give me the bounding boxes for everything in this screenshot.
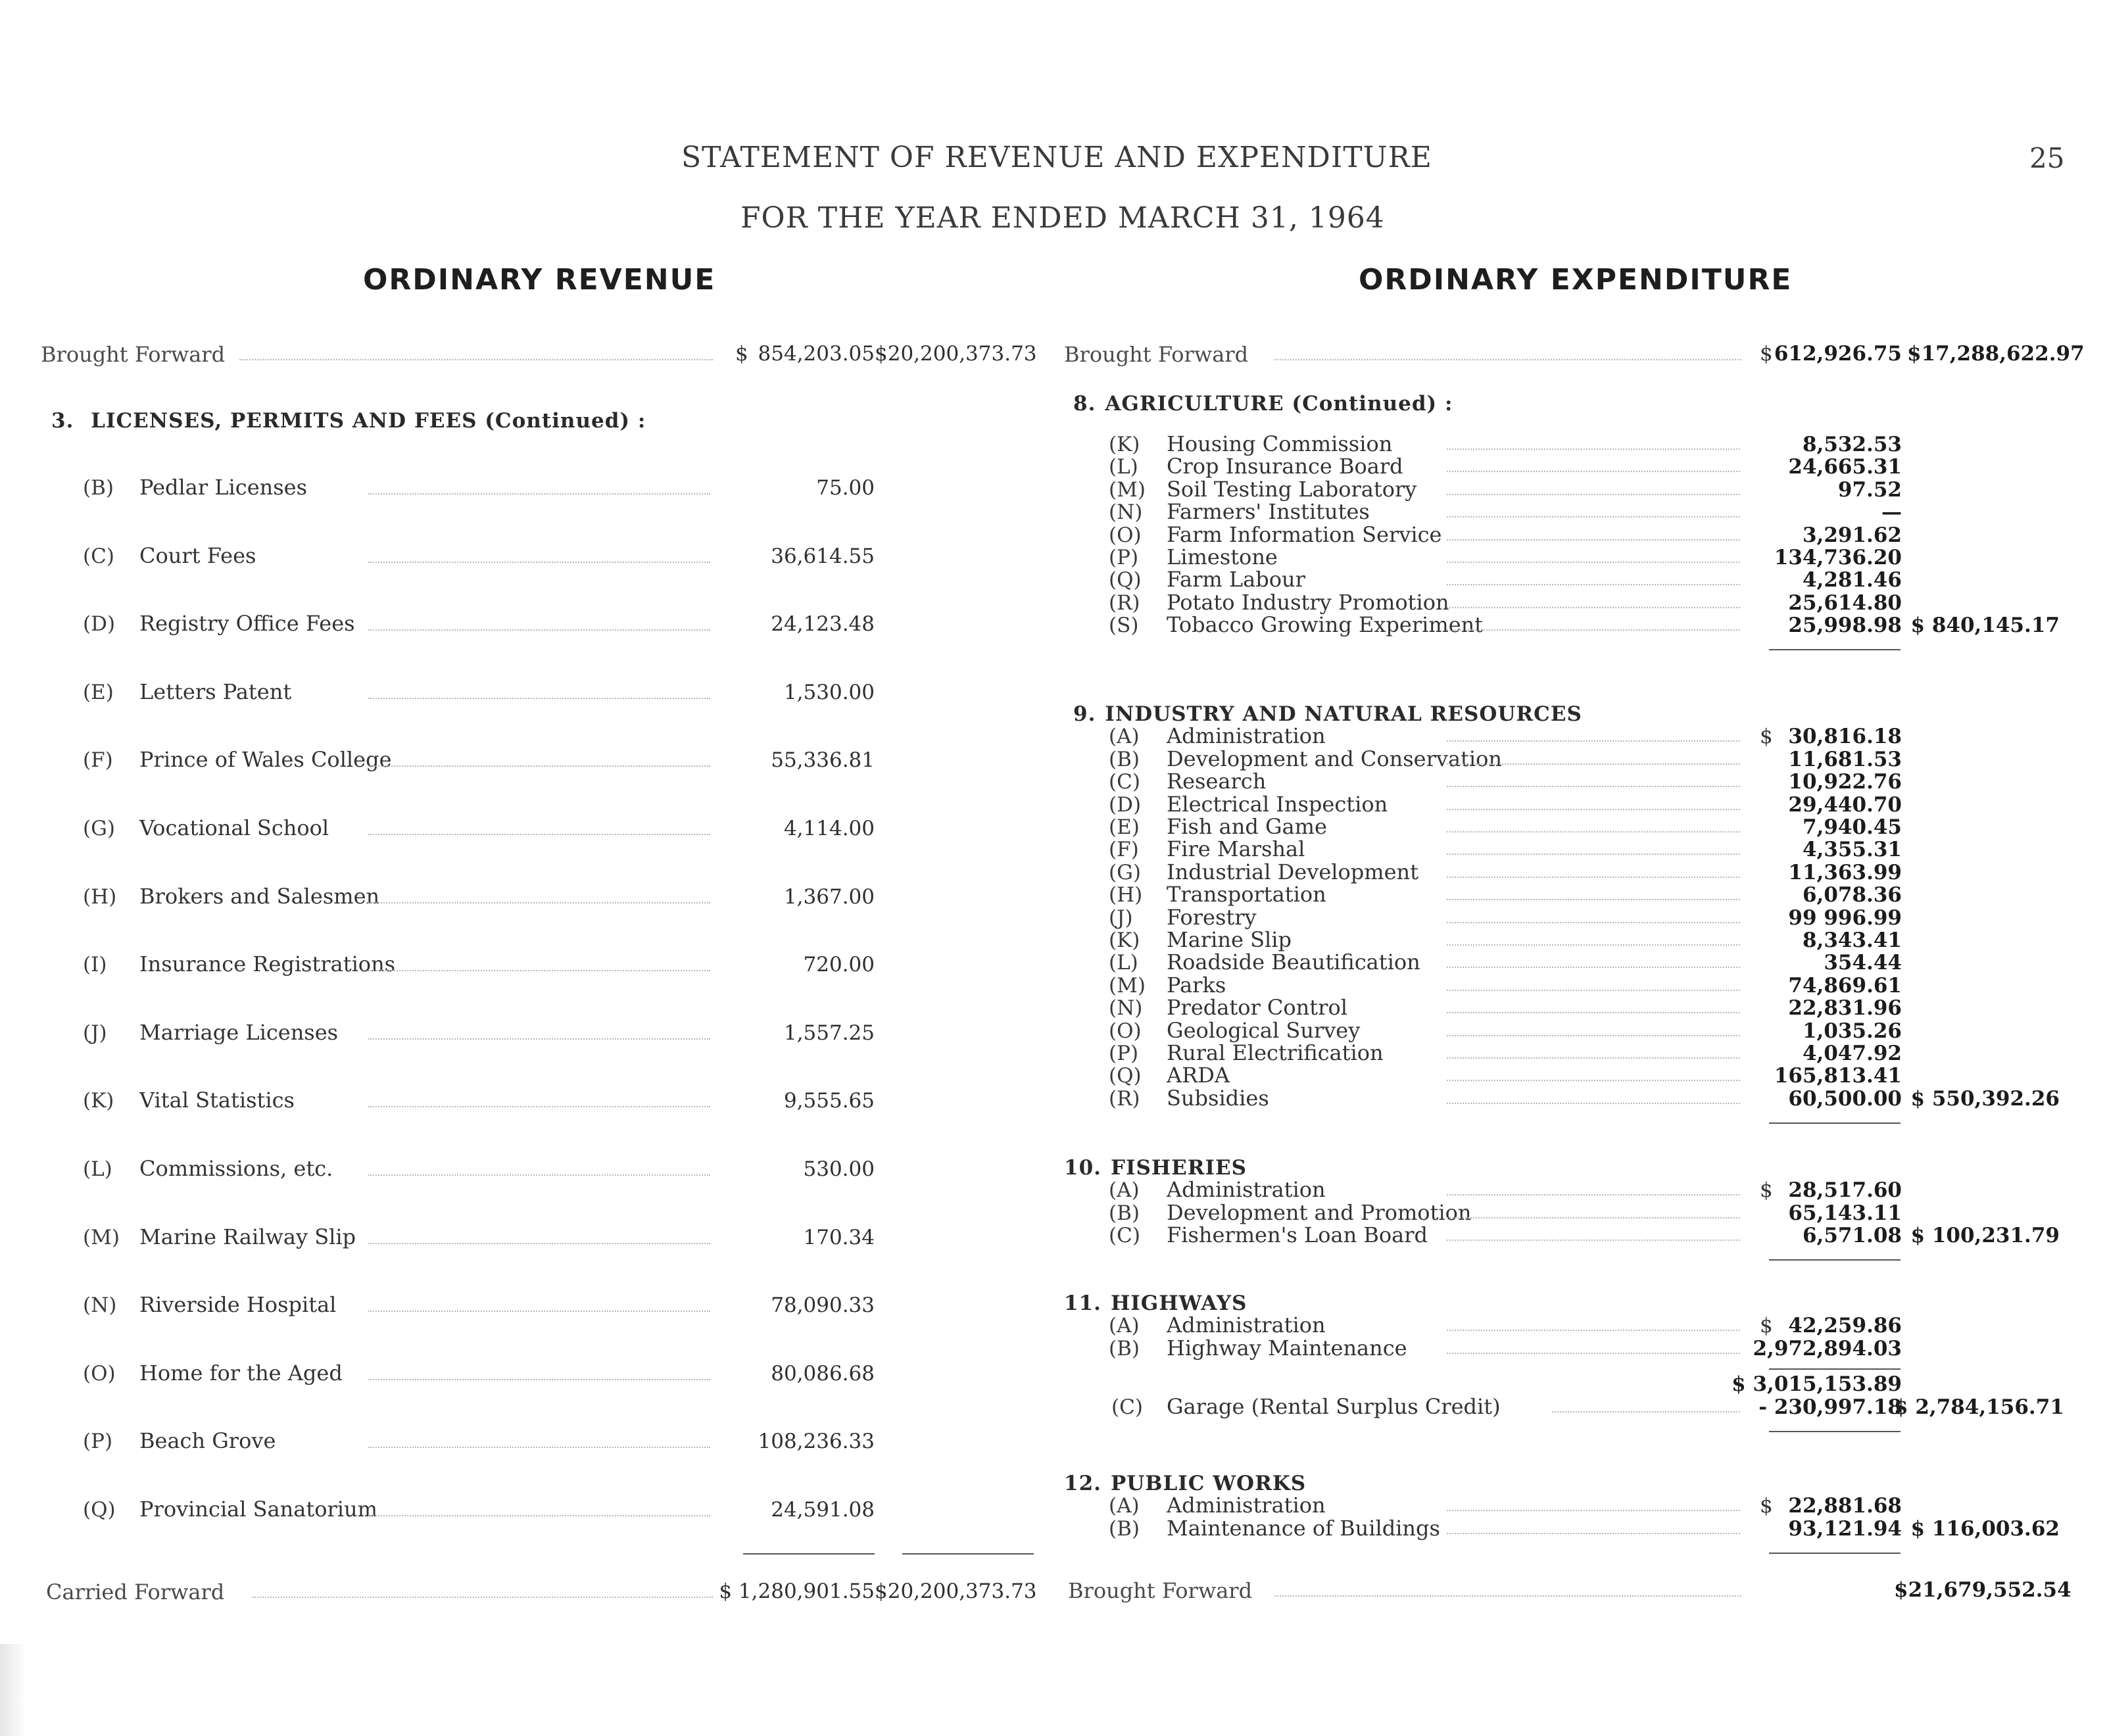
item-amount: 22,831.96 — [1788, 996, 1902, 1021]
item-label: Beach Grove — [139, 1428, 276, 1454]
expenditure-final-forward-label: Brought Forward — [1068, 1578, 1253, 1603]
item-code: (F) — [1109, 838, 1139, 862]
revenue-brought-forward-total: $20,200,373.73 — [875, 342, 1037, 366]
item-code: (J) — [1109, 905, 1133, 930]
item-label: Soil Testing Laboratory — [1167, 476, 1417, 502]
leader-dots — [1447, 944, 1740, 946]
revenue-carried-forward-total: $20,200,373.73 — [875, 1579, 1037, 1603]
item-code: (Q) — [1109, 568, 1142, 592]
item-amount: 28,517.60 — [1788, 1178, 1902, 1203]
item-code: (J) — [83, 1021, 107, 1045]
item-label: Home for the Aged — [139, 1360, 343, 1386]
item-amount: 4,281.46 — [1802, 568, 1902, 592]
item-label: Brokers and Salesmen — [139, 883, 380, 909]
item-label: Marriage Licenses — [139, 1019, 339, 1045]
item-amount: 720.00 — [803, 953, 875, 977]
item-amount: 8,532.53 — [1802, 433, 1902, 456]
item-code: (B) — [1109, 1516, 1140, 1541]
item-code: (S) — [1109, 614, 1139, 638]
item-code: (O) — [83, 1361, 116, 1386]
item-code: (M) — [83, 1225, 120, 1249]
item-amount: 65,143.11 — [1788, 1201, 1902, 1225]
credit-amount: - 230,997.18 — [1758, 1395, 1902, 1419]
leader-dots — [1447, 809, 1740, 810]
item-label: Predator Control — [1167, 995, 1347, 1021]
item-code: (G) — [1109, 860, 1141, 884]
subtotal-rule — [1769, 1368, 1901, 1370]
item-label: Garage (Rental Surplus Credit) — [1167, 1393, 1501, 1419]
item-label: Transportation — [1167, 882, 1326, 907]
revenue-heading: ORDINARY REVENUE — [363, 263, 716, 297]
item-amount: 29,440.70 — [1788, 792, 1902, 817]
item-amount: 3,291.62 — [1802, 523, 1902, 547]
section-total: $ 100,231.79 — [1910, 1224, 2060, 1248]
item-amount: 60,500.00 — [1788, 1086, 1902, 1111]
item-code: (M) — [1109, 477, 1146, 502]
page-title: STATEMENT OF REVENUE AND EXPENDITURE — [681, 141, 1432, 174]
item-code: (L) — [83, 1157, 112, 1181]
item-code: (D) — [1109, 792, 1142, 817]
item-code: (E) — [83, 680, 114, 704]
item-label: Provincial Sanatorium — [139, 1497, 377, 1522]
item-amount: 134,736.20 — [1774, 546, 1902, 569]
item-label: Commissions, etc. — [139, 1156, 333, 1181]
leader-dots — [1447, 899, 1740, 900]
item-label: Rural Electrification — [1167, 1040, 1384, 1065]
page-subtitle: FOR THE YEAR ENDED MARCH 31, 1964 — [740, 201, 1385, 235]
leader-dots — [368, 1379, 710, 1380]
revenue-grand-rule — [902, 1553, 1034, 1555]
expenditure-final-forward-total: $21,679,552.54 — [1894, 1578, 2071, 1602]
item-code: (P) — [1109, 546, 1139, 569]
item-amount: 108,236.33 — [758, 1430, 875, 1454]
item-label: Marine Slip — [1167, 927, 1292, 952]
item-code: (C) — [1109, 1224, 1140, 1248]
section-title: HIGHWAYS — [1110, 1291, 1247, 1315]
item-label: Vocational School — [139, 815, 329, 840]
item-code: (O) — [1109, 1019, 1142, 1043]
leader-dots — [368, 1447, 710, 1448]
item-amount: 6,571.08 — [1802, 1224, 1902, 1248]
item-amount: 42,259.86 — [1788, 1314, 1902, 1338]
section-number: 10. — [1064, 1156, 1102, 1180]
leader-dots — [1447, 831, 1740, 832]
item-code: (C) — [1109, 770, 1140, 794]
item-code: (B) — [83, 476, 114, 500]
item-amount: 1,530.00 — [783, 680, 875, 704]
item-amount: 80,086.68 — [771, 1361, 875, 1386]
leader-dots — [368, 1106, 710, 1107]
section-total: $ 840,145.17 — [1910, 614, 2060, 638]
item-label: Fishermen's Loan Board — [1167, 1222, 1428, 1248]
item-amount: 97.52 — [1837, 477, 1902, 502]
item-amount: 530.00 — [803, 1157, 875, 1181]
leader-dots — [368, 562, 710, 563]
leader-dots — [1447, 763, 1740, 765]
item-code: (A) — [1109, 1494, 1140, 1518]
leader-dots — [1447, 740, 1740, 742]
revenue-total-rule — [743, 1553, 875, 1555]
leader-dots — [368, 1174, 710, 1176]
item-label: Maintenance of Buildings — [1167, 1515, 1440, 1541]
leader-dots — [1447, 1103, 1740, 1104]
item-amount: 165,813.41 — [1774, 1064, 1902, 1088]
item-amount: 93,121.94 — [1788, 1516, 1902, 1541]
item-amount: 6,078.36 — [1802, 883, 1902, 907]
section-heading — [1073, 392, 1453, 416]
item-amount: 78,090.33 — [771, 1293, 875, 1318]
item-amount: 4,114.00 — [783, 817, 875, 840]
item-label: Letters Patent — [139, 679, 292, 704]
item-label: Development and Conservation — [1167, 746, 1502, 771]
leader-dots — [368, 698, 710, 699]
item-amount: — — [1881, 500, 1902, 525]
item-code: (I) — [83, 953, 107, 977]
item-code: (N) — [1109, 996, 1143, 1021]
item-amount: 9,555.65 — [783, 1089, 875, 1113]
item-code: (E) — [1109, 815, 1140, 839]
revenue-brought-forward-amount: 854,203.05 — [758, 342, 875, 366]
item-code: (B) — [1109, 1201, 1140, 1225]
dollar-sign: $ — [1760, 1494, 1773, 1518]
dollar-sign: $ — [1760, 725, 1773, 749]
dollar-sign: $ — [1760, 1178, 1773, 1203]
leader-dots — [1447, 471, 1740, 472]
expenditure-heading: ORDINARY EXPENDITURE — [1359, 263, 1793, 297]
leader-dots — [1447, 1194, 1740, 1195]
item-amount: 8,343.41 — [1802, 928, 1902, 952]
item-label: Marine Railway Slip — [139, 1224, 356, 1249]
leader-dots — [368, 1311, 710, 1312]
section-total-rule — [1769, 649, 1901, 650]
leader-dots — [368, 629, 710, 631]
section-total: $ 2,784,156.71 — [1894, 1395, 2064, 1419]
item-amount: 1,035.26 — [1802, 1019, 1902, 1043]
page-number: 25 — [2029, 142, 2065, 174]
item-code: (O) — [1109, 523, 1142, 547]
leader-dots — [368, 970, 710, 971]
leader-dots — [368, 493, 710, 494]
revenue-section-title — [51, 409, 646, 433]
leader-dots — [1447, 1035, 1740, 1036]
item-label: Vital Statistics — [139, 1088, 295, 1113]
leader-dots — [1447, 967, 1740, 968]
leader-dots — [1447, 516, 1740, 518]
section-heading — [1064, 1156, 1247, 1180]
item-amount: 354.44 — [1824, 951, 1902, 975]
item-label: Roadside Beautification — [1167, 950, 1420, 975]
leader-dots — [1447, 877, 1740, 878]
item-label: Fish and Game — [1167, 814, 1327, 839]
item-amount: 22,881.68 — [1788, 1494, 1902, 1518]
leader-dots — [1447, 1353, 1740, 1354]
item-code: (A) — [1109, 1314, 1140, 1338]
item-code: (A) — [1109, 1178, 1140, 1203]
leader-dots — [368, 1243, 710, 1244]
item-label: Electrical Inspection — [1167, 791, 1388, 817]
item-label: Tobacco Growing Experiment — [1167, 612, 1484, 638]
item-amount: 24,591.08 — [771, 1498, 875, 1522]
item-code: (G) — [83, 817, 115, 840]
item-label: Insurance Registrations — [139, 952, 396, 977]
item-amount: 24,123.48 — [771, 612, 875, 637]
item-code: (Q) — [83, 1498, 116, 1522]
item-label: Administration — [1167, 723, 1326, 749]
item-code: (P) — [1109, 1042, 1139, 1065]
item-amount: 11,681.53 — [1788, 747, 1902, 771]
item-amount: 75.00 — [816, 476, 875, 500]
expenditure-brought-forward-amount: 612,926.75 — [1774, 342, 1902, 366]
item-code: (K) — [83, 1089, 114, 1113]
section-total-rule — [1769, 1553, 1901, 1554]
item-label: Geological Survey — [1167, 1017, 1361, 1043]
leader-dots — [368, 765, 710, 767]
leader-dots — [368, 834, 710, 835]
item-amount: 74,869.61 — [1788, 973, 1902, 998]
section-number: 8. — [1073, 392, 1096, 416]
leader-dots — [1447, 584, 1740, 585]
item-label: Farmers' Institutes — [1167, 499, 1370, 525]
item-label: Pedlar Licenses — [139, 475, 308, 500]
section-total-rule — [1769, 1259, 1901, 1261]
leader-dots — [1447, 494, 1740, 495]
section-title: PUBLIC WORKS — [1110, 1472, 1307, 1495]
section-number: 12. — [1064, 1472, 1102, 1495]
item-code: (B) — [1109, 1336, 1140, 1361]
item-label: Highway Maintenance — [1167, 1335, 1407, 1361]
item-amount: 25,614.80 — [1788, 591, 1902, 615]
item-code: (C) — [83, 544, 114, 568]
section-heading — [1073, 702, 1582, 726]
item-label: Farm Labour — [1167, 567, 1305, 592]
item-amount: 10,922.76 — [1788, 770, 1902, 794]
section-total-rule — [1769, 1122, 1901, 1124]
leader-dots — [1447, 1080, 1740, 1081]
dollar-sign: $ — [735, 342, 748, 366]
leader-dots — [1447, 1240, 1740, 1241]
section-title: FISHERIES — [1110, 1156, 1247, 1180]
item-code: (R) — [1109, 591, 1140, 615]
item-amount: 2,972,894.03 — [1753, 1336, 1902, 1361]
item-amount: 4,047.92 — [1802, 1042, 1902, 1065]
item-code: (M) — [1109, 973, 1146, 998]
item-code: (A) — [1109, 725, 1140, 749]
section-heading — [1064, 1291, 1247, 1315]
item-amount: 99 996.99 — [1788, 905, 1902, 930]
item-code: (H) — [1109, 883, 1143, 907]
item-label: Potato Industry Promotion — [1167, 589, 1449, 615]
page-edge-shadow — [0, 1644, 26, 1736]
section-total: $ 116,003.62 — [1910, 1516, 2060, 1541]
section-heading — [1064, 1472, 1306, 1495]
item-code: (Q) — [1109, 1064, 1142, 1088]
expenditure-brought-forward-label: Brought Forward — [1064, 342, 1249, 367]
leader-dots — [368, 902, 710, 904]
leader-dots — [239, 359, 713, 360]
item-code: (N) — [83, 1293, 117, 1318]
section-title: INDUSTRY AND NATURAL RESOURCES — [1105, 702, 1582, 726]
leader-dots — [1447, 1533, 1740, 1534]
section-number: 9. — [1073, 702, 1096, 726]
item-code: (K) — [1109, 928, 1140, 952]
leader-dots — [1447, 607, 1740, 608]
item-label: Industrial Development — [1167, 859, 1418, 884]
item-amount: 25,998.98 — [1788, 614, 1902, 638]
item-label: Riverside Hospital — [139, 1292, 337, 1318]
item-code: (B) — [1109, 747, 1140, 771]
item-amount: 55,336.81 — [771, 748, 875, 773]
item-amount: 1,557.25 — [783, 1021, 875, 1045]
item-code: (F) — [83, 748, 113, 773]
dollar-sign: $ — [1760, 1314, 1773, 1338]
section-total-rule — [1769, 1431, 1901, 1432]
item-code: (C) — [1111, 1395, 1143, 1419]
item-amount: 170.34 — [803, 1225, 875, 1249]
leader-dots — [1447, 990, 1740, 991]
item-label: Parks — [1167, 972, 1226, 998]
leader-dots — [1447, 1012, 1740, 1013]
item-amount: 1,367.00 — [783, 884, 875, 909]
item-code: (K) — [1109, 433, 1140, 456]
item-label: ARDA — [1167, 1063, 1230, 1088]
section-number: 3. — [51, 409, 74, 433]
leader-dots — [1447, 539, 1740, 541]
item-label: Housing Commission — [1167, 431, 1393, 456]
expenditure-brought-forward-total: $17,288,622.97 — [1907, 342, 2085, 366]
leader-dots — [1447, 1217, 1740, 1218]
revenue-carried-forward-label: Carried Forward — [46, 1579, 225, 1604]
dollar-sign: $ — [1760, 342, 1773, 366]
leader-dots — [1447, 562, 1740, 563]
section-total: $ 550,392.26 — [1910, 1086, 2060, 1111]
item-code: (N) — [1109, 500, 1143, 525]
item-label: Fire Marshal — [1167, 836, 1305, 862]
item-amount: 7,940.45 — [1802, 815, 1902, 839]
item-code: (R) — [1109, 1086, 1140, 1111]
leader-dots — [1447, 922, 1740, 923]
item-amount: 4,355.31 — [1802, 838, 1902, 862]
leader-dots — [1447, 1057, 1740, 1059]
item-label: Registry Office Fees — [139, 611, 355, 637]
item-amount: 24,665.31 — [1788, 455, 1902, 479]
item-label: Research — [1167, 769, 1267, 794]
section-number: 11. — [1064, 1291, 1102, 1315]
item-label: Administration — [1167, 1493, 1326, 1518]
item-code: (H) — [83, 884, 117, 909]
item-amount: 30,816.18 — [1788, 725, 1902, 749]
leader-dots — [1447, 629, 1740, 631]
section-subtotal: $ 3,015,153.89 — [1732, 1372, 1902, 1397]
revenue-brought-forward-label: Brought Forward — [41, 342, 226, 367]
item-code: (L) — [1109, 951, 1138, 975]
item-amount: 36,614.55 — [771, 544, 875, 568]
section-title: AGRICULTURE (Continued) : — [1105, 392, 1453, 416]
item-label: Crop Insurance Board — [1167, 454, 1403, 479]
leader-dots — [1447, 1330, 1740, 1331]
leader-dots — [368, 1038, 710, 1040]
item-label: Forestry — [1167, 904, 1257, 930]
leader-dots — [253, 1597, 713, 1598]
item-label: Development and Promotion — [1167, 1199, 1472, 1225]
item-label: Farm Information Service — [1167, 521, 1442, 547]
item-label: Prince of Wales College — [139, 747, 392, 773]
section-title: LICENSES, PERMITS AND FEES (Continued) : — [91, 409, 646, 433]
leader-dots — [1447, 1510, 1740, 1511]
item-label: Limestone — [1167, 544, 1278, 569]
leader-dots — [1274, 359, 1741, 360]
item-label: Administration — [1167, 1177, 1326, 1203]
revenue-carried-forward-amount: $ 1,280,901.55 — [719, 1579, 875, 1603]
item-amount: 11,363.99 — [1788, 860, 1902, 884]
item-code: (P) — [83, 1430, 113, 1454]
leader-dots — [368, 1515, 710, 1516]
leader-dots — [1274, 1595, 1741, 1597]
item-code: (D) — [83, 612, 116, 637]
item-label: Administration — [1167, 1313, 1326, 1338]
item-code: (L) — [1109, 455, 1138, 479]
item-label: Court Fees — [139, 542, 256, 568]
leader-dots — [1552, 1411, 1740, 1412]
leader-dots — [1447, 448, 1740, 450]
leader-dots — [1447, 786, 1740, 787]
item-label: Subsidies — [1167, 1085, 1269, 1111]
leader-dots — [1447, 854, 1740, 855]
